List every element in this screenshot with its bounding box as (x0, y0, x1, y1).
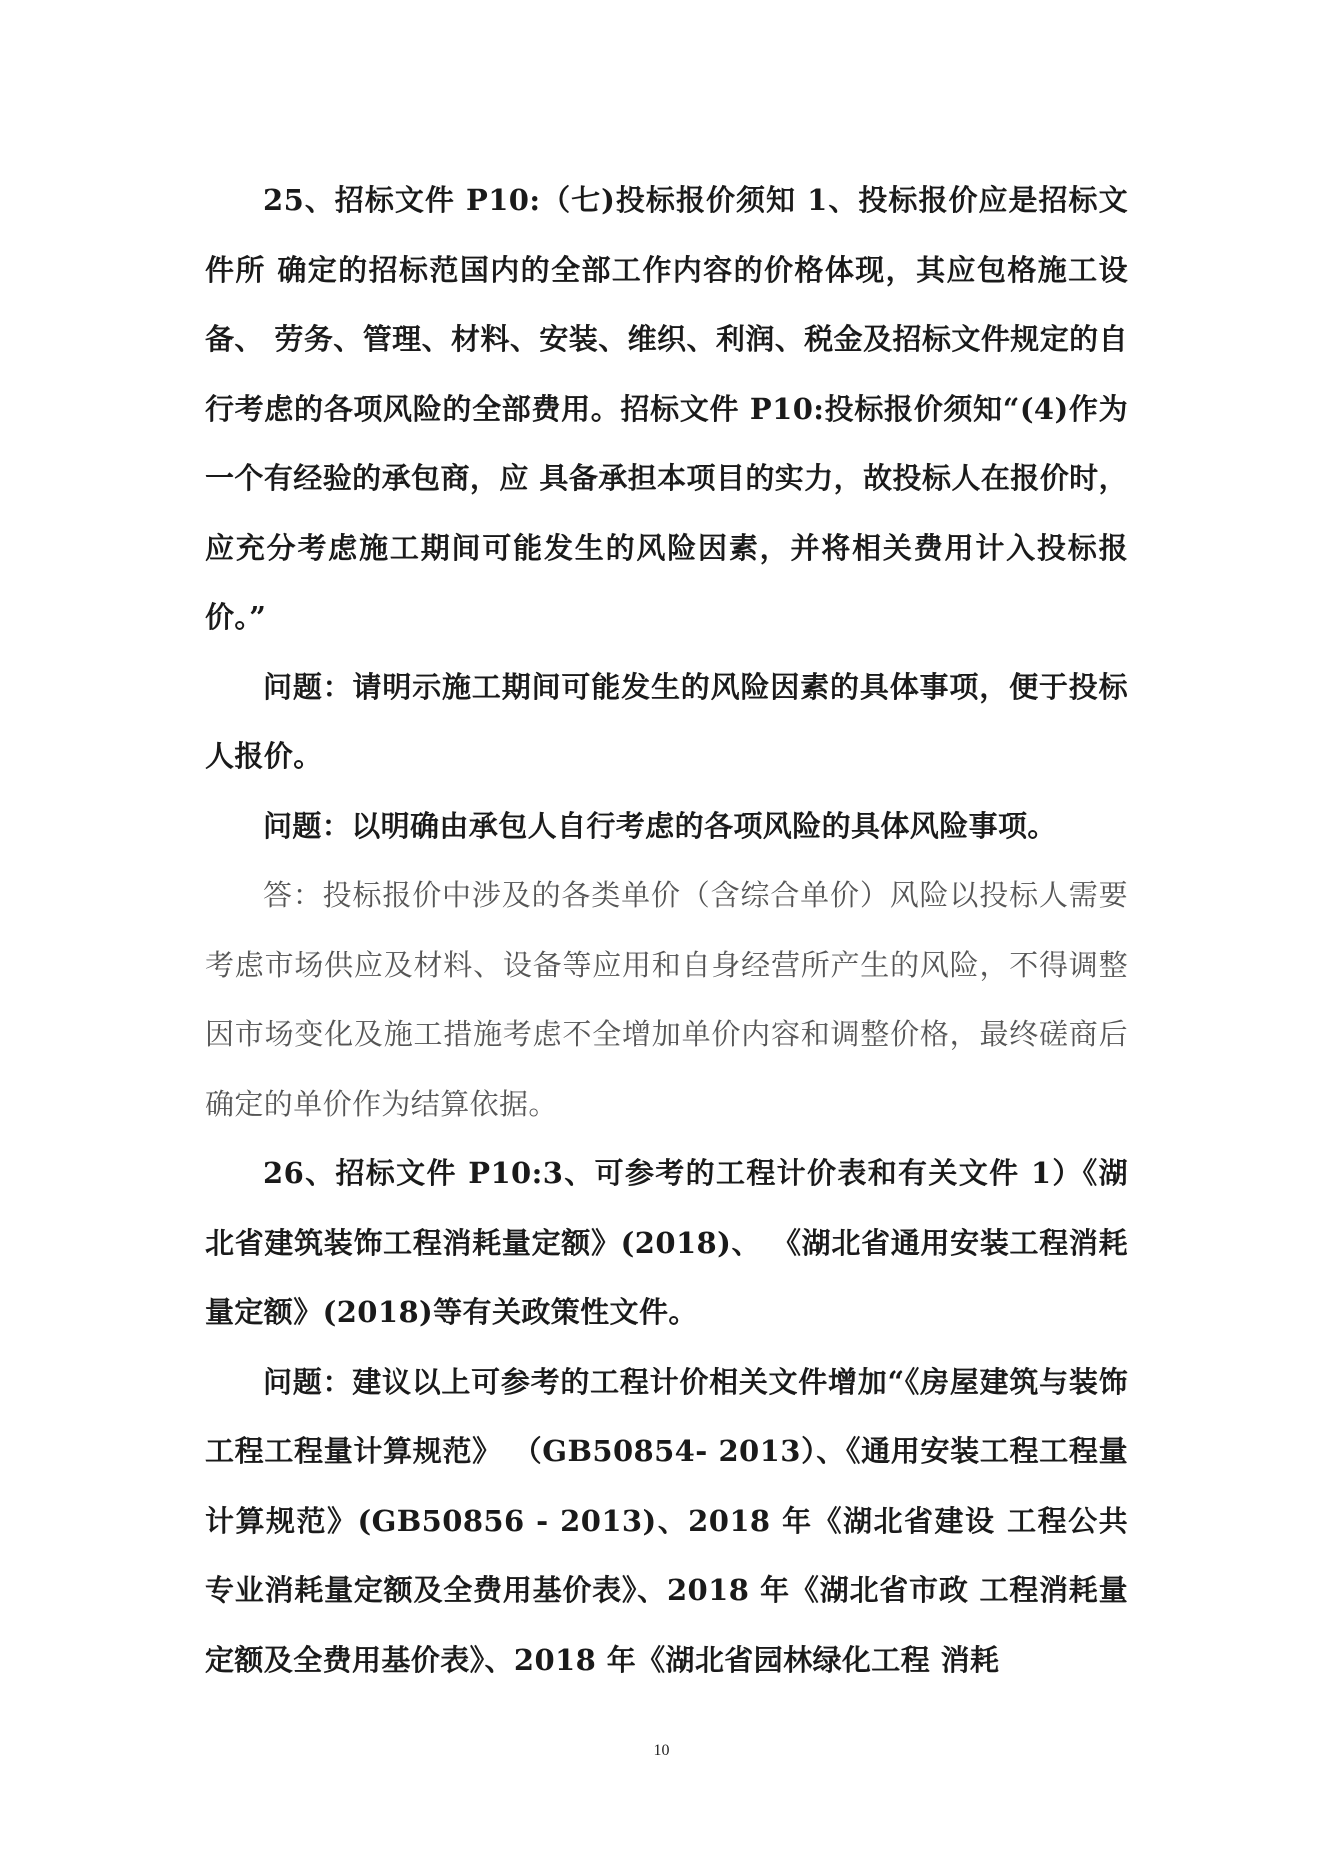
question-paragraph-2: 问题：以明确由承包人自行考虑的各项风险的具体风险事项。 (263, 808, 1057, 843)
paragraph-item-25: 25、招标文件 P10:（七)投标报价须知 1、投标报价应是招标文件所 确定的招标范国内的全部工作内容的价格体现，其应包格施工设备、 劳务、管理、材料、安装、维织、利润、税金及招标文件规定的自行考虑的各项风险的全部费用。招标文件 P10:投标报价须知“(4)作为一个有经验的承包商，应 具备承担本项目的实力，故投标人在报价时，应充分考虑施工期间可能发生的风险因素，并将相关费用计入投标报价。” (205, 183, 1128, 634)
question-paragraph-1: 问题：请明示施工期间可能发生的风险因素的具体事项，便于投标人报价。 (205, 669, 1128, 773)
answer-paragraph: 答：投标报价中涉及的各类单价（含综合单价）风险以投标人需要考虑市场供应及材料、设备等应用和自身经营所产生的风险，不得调整因市场变化及施工措施考虑不全增加单价内容和调整价格，最终磋商后确定的单价作为结算依据。 (205, 878, 1128, 1121)
question-paragraph-3: 问题：建议以上可参考的工程计价相关文件增加“《房屋建筑与装饰 工程工程量计算规范》 （GB50854- 2013）、《通用安装工程工程量计算规范》(GB50856 - 2013)、2018 年《湖北省建设 工程公共专业消耗量定额及全费用基价表》、2018 年《湖北省市政 工程消耗量定额及全费用基价表》、2018 年《湖北省园林绿化工程 消耗 (205, 1364, 1128, 1677)
page-number: 10 (653, 1742, 670, 1759)
document-body (205, 166, 1128, 1695)
paragraph-item-26: 26、招标文件 P10:3、可参考的工程计价表和有关文件 1）《湖北省建筑装饰工程消耗量定额》(2018)、 《湖北省通用安装工程消耗量定额》(2018)等有关政策性文件。 (205, 1156, 1128, 1329)
